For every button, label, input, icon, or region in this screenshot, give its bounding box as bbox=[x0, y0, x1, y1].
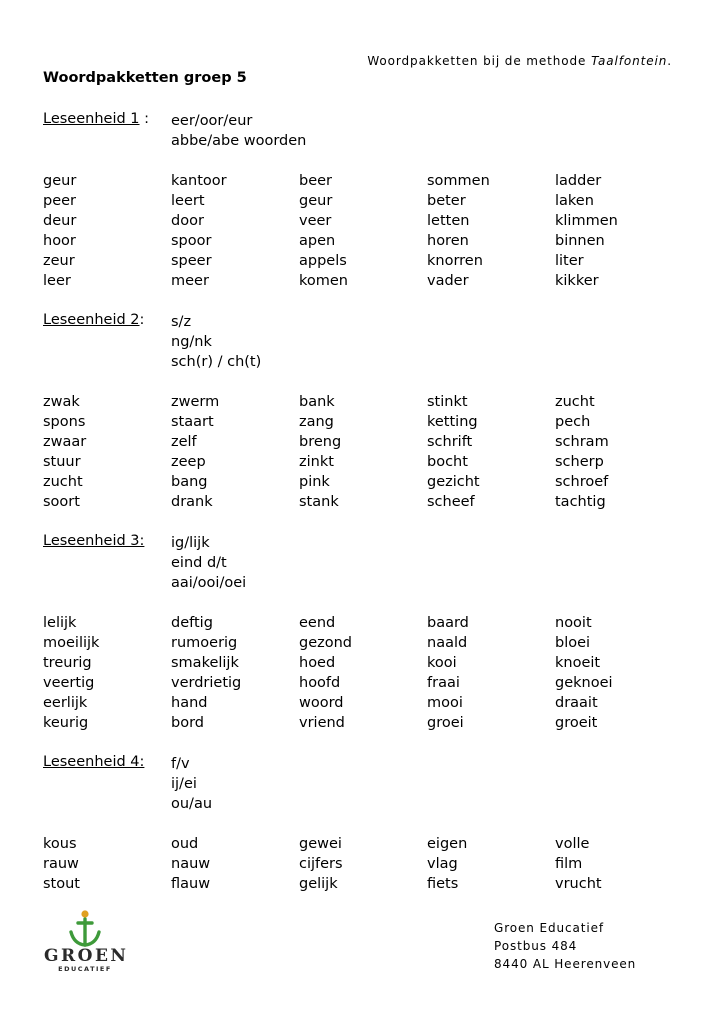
word-grid bbox=[43, 171, 683, 292]
word-cell: groeit bbox=[555, 715, 598, 732]
word-cell: knorren bbox=[427, 253, 483, 270]
word-cell: nauw bbox=[171, 856, 211, 873]
word-cell: klimmen bbox=[555, 213, 618, 230]
topic-line: f/v bbox=[171, 756, 190, 772]
word-cell: staart bbox=[171, 414, 214, 431]
word-cell: pink bbox=[299, 474, 330, 491]
word-cell: zwaar bbox=[43, 434, 87, 451]
word-cell: zucht bbox=[43, 474, 83, 491]
word-cell: binnen bbox=[555, 233, 605, 250]
word-cell: sommen bbox=[427, 173, 490, 189]
word-cell: schrift bbox=[427, 434, 473, 451]
word-cell: hoor bbox=[43, 233, 76, 250]
word-cell: scherp bbox=[555, 454, 604, 471]
address-line: 8440 AL Heerenveen bbox=[494, 957, 637, 971]
word-cell: letten bbox=[427, 213, 470, 230]
word-cell: speer bbox=[171, 253, 212, 270]
word-cell: meer bbox=[171, 273, 209, 290]
word-cell: soort bbox=[43, 494, 80, 511]
word-cell: eerlijk bbox=[43, 695, 88, 712]
word-cell: bang bbox=[171, 474, 208, 491]
unit-label-suffix: : bbox=[139, 533, 145, 549]
word-cell: hoofd bbox=[299, 675, 341, 692]
word-cell: stinkt bbox=[427, 394, 468, 410]
unit-label-text: Leseenheid 4 bbox=[43, 754, 140, 770]
word-cell: horen bbox=[427, 233, 469, 250]
word-cell: gezond bbox=[299, 635, 353, 652]
document-title: Woordpakketten groep 5 bbox=[43, 70, 247, 86]
word-cell: appels bbox=[299, 253, 347, 270]
word-cell: vlag bbox=[427, 856, 458, 873]
word-cell: smakelijk bbox=[171, 655, 239, 672]
word-cell: volle bbox=[555, 836, 590, 852]
topic-line: s/z bbox=[171, 314, 192, 330]
word-cell: woord bbox=[299, 695, 344, 712]
header-suffix: . bbox=[667, 54, 672, 68]
word-cell: scheef bbox=[427, 494, 475, 511]
unit-topics bbox=[171, 754, 212, 814]
word-cell: zeur bbox=[43, 253, 75, 270]
word-cell: kantoor bbox=[171, 173, 227, 189]
word-cell: beter bbox=[427, 193, 466, 210]
word-cell: kikker bbox=[555, 273, 599, 290]
word-cell: baard bbox=[427, 615, 469, 631]
word-cell: zinkt bbox=[299, 454, 334, 471]
word-cell: hand bbox=[171, 695, 208, 712]
word-cell: breng bbox=[299, 434, 342, 451]
logo-subtitle: EDUCATIEF bbox=[58, 965, 112, 973]
word-grid bbox=[43, 834, 683, 894]
word-cell: gezicht bbox=[427, 474, 480, 491]
word-cell: geknoei bbox=[555, 675, 613, 692]
unit-label-suffix: : bbox=[139, 111, 150, 127]
word-cell: schroef bbox=[555, 474, 609, 491]
publisher-address bbox=[494, 919, 636, 973]
word-cell: draait bbox=[555, 695, 598, 712]
unit-topics bbox=[171, 111, 306, 151]
word-cell: stank bbox=[299, 494, 339, 511]
unit-label-text: Leseenheid 3 bbox=[43, 533, 140, 549]
header-prefix: Woordpakketten bij de methode bbox=[367, 54, 592, 68]
word-cell: zeep bbox=[171, 454, 206, 471]
word-cell: gewei bbox=[299, 836, 342, 852]
word-cell: zwerm bbox=[171, 394, 220, 410]
word-cell: tachtig bbox=[555, 494, 606, 511]
word-cell: flauw bbox=[171, 876, 211, 893]
word-cell: kous bbox=[43, 836, 77, 852]
topic-line: aai/ooi/oei bbox=[171, 575, 247, 591]
word-cell: film bbox=[555, 856, 583, 873]
word-cell: drank bbox=[171, 494, 213, 511]
topic-line: ij/ei bbox=[171, 776, 197, 792]
topic-line: eer/oor/eur bbox=[171, 113, 253, 129]
word-cell: apen bbox=[299, 233, 336, 250]
word-cell: mooi bbox=[427, 695, 463, 712]
word-cell: treurig bbox=[43, 655, 92, 672]
word-cell: beer bbox=[299, 173, 333, 189]
word-cell: laken bbox=[555, 193, 594, 210]
word-grid bbox=[43, 392, 683, 513]
word-cell: oud bbox=[171, 836, 199, 852]
word-cell: stuur bbox=[43, 454, 81, 471]
word-cell: fraai bbox=[427, 675, 460, 692]
word-cell: lelijk bbox=[43, 615, 77, 631]
word-cell: deur bbox=[43, 213, 77, 230]
word-cell: naald bbox=[427, 635, 468, 652]
word-cell: komen bbox=[299, 273, 348, 290]
word-cell: moeilijk bbox=[43, 635, 100, 652]
word-cell: bank bbox=[299, 394, 335, 410]
logo-word: GROEN bbox=[44, 946, 129, 966]
unit-topics bbox=[171, 533, 246, 593]
word-cell: peer bbox=[43, 193, 77, 210]
address-line: Postbus 484 bbox=[494, 939, 578, 953]
word-cell: liter bbox=[555, 253, 584, 270]
word-cell: leert bbox=[171, 193, 205, 210]
unit-label-suffix: : bbox=[139, 312, 145, 328]
word-cell: gelijk bbox=[299, 876, 338, 893]
header-method: Taalfontein bbox=[591, 54, 668, 68]
topic-line: eind d/t bbox=[171, 555, 227, 571]
word-cell: deftig bbox=[171, 615, 213, 631]
address-line: Groen Educatief bbox=[494, 921, 605, 935]
topic-line: ig/lijk bbox=[171, 535, 210, 551]
topic-line: sch(r) / ch(t) bbox=[171, 354, 262, 370]
header-note bbox=[367, 54, 672, 68]
unit-label bbox=[43, 312, 144, 328]
word-cell: knoeit bbox=[555, 655, 601, 672]
word-cell: nooit bbox=[555, 615, 592, 631]
topic-line: ou/au bbox=[171, 796, 213, 812]
topic-line: ng/nk bbox=[171, 334, 212, 350]
word-cell: bord bbox=[171, 715, 204, 732]
unit-label bbox=[43, 111, 149, 127]
groen-logo bbox=[44, 906, 129, 976]
word-cell: eend bbox=[299, 615, 336, 631]
word-cell: spoor bbox=[171, 233, 212, 250]
word-cell: schram bbox=[555, 434, 609, 451]
word-cell: bloei bbox=[555, 635, 591, 652]
word-cell: verdrietig bbox=[171, 675, 242, 692]
word-cell: vrucht bbox=[555, 876, 602, 893]
anchor-icon bbox=[44, 906, 126, 950]
word-cell: veer bbox=[299, 213, 332, 230]
word-cell: door bbox=[171, 213, 204, 230]
word-cell: kooi bbox=[427, 655, 457, 672]
word-cell: geur bbox=[299, 193, 333, 210]
word-cell: ladder bbox=[555, 173, 602, 189]
word-cell: eigen bbox=[427, 836, 468, 852]
unit-label bbox=[43, 533, 144, 549]
word-cell: spons bbox=[43, 414, 86, 431]
word-cell: bocht bbox=[427, 454, 468, 471]
word-cell: pech bbox=[555, 414, 591, 431]
word-cell: fiets bbox=[427, 876, 459, 893]
unit-label-text: Leseenheid 1 bbox=[43, 111, 140, 127]
word-cell: ketting bbox=[427, 414, 478, 431]
word-cell: rumoerig bbox=[171, 635, 238, 652]
word-cell: rauw bbox=[43, 856, 79, 873]
unit-topics bbox=[171, 312, 261, 372]
word-cell: zelf bbox=[171, 434, 197, 451]
word-cell: vriend bbox=[299, 715, 345, 732]
word-cell: vader bbox=[427, 273, 469, 290]
unit-label-suffix: : bbox=[139, 754, 145, 770]
word-cell: keurig bbox=[43, 715, 89, 732]
word-cell: hoed bbox=[299, 655, 336, 672]
topic-line: abbe/abe woorden bbox=[171, 133, 307, 149]
word-cell: zwak bbox=[43, 394, 80, 410]
unit-label-text: Leseenheid 2 bbox=[43, 312, 140, 328]
word-cell: zang bbox=[299, 414, 334, 431]
word-grid bbox=[43, 613, 683, 734]
word-cell: stout bbox=[43, 876, 80, 893]
word-cell: cijfers bbox=[299, 856, 343, 873]
word-cell: veertig bbox=[43, 675, 95, 692]
word-cell: geur bbox=[43, 173, 77, 189]
word-cell: leer bbox=[43, 273, 71, 290]
word-cell: zucht bbox=[555, 394, 595, 410]
word-cell: groei bbox=[427, 715, 464, 732]
unit-label bbox=[43, 754, 144, 770]
